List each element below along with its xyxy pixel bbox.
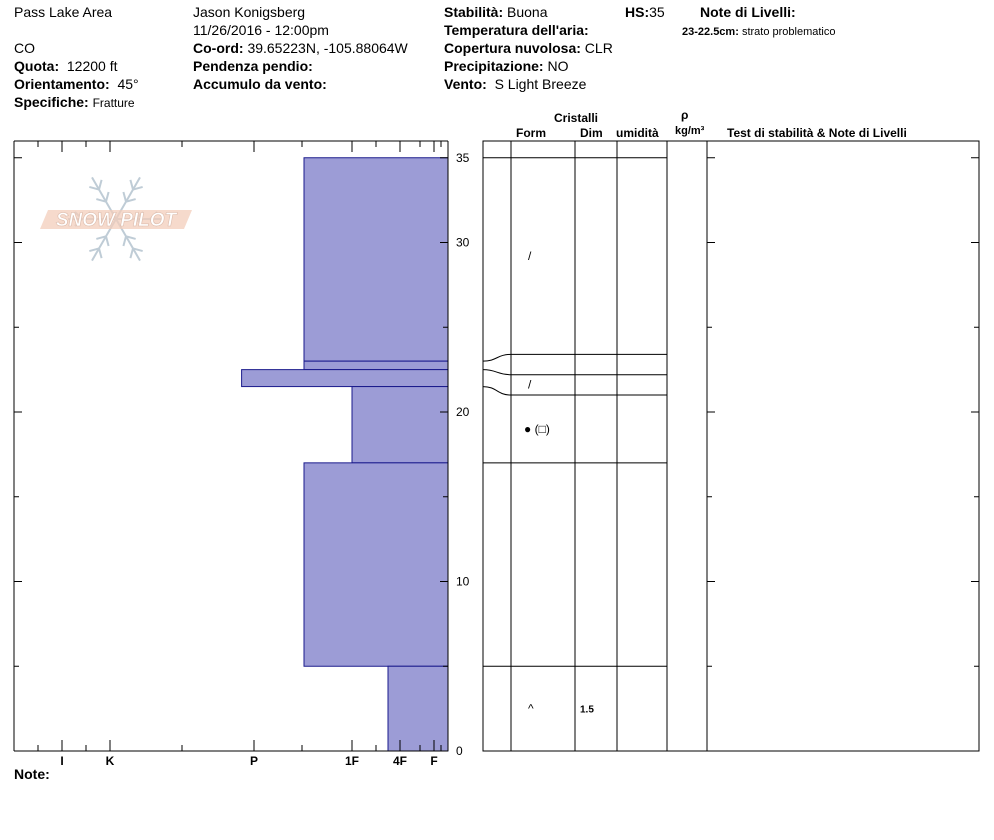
hardness-tick-label: I (60, 754, 64, 768)
hardness-tick-label: 1F (344, 754, 360, 768)
coord-label: Co-ord: (193, 40, 244, 56)
crystal-table (483, 141, 979, 751)
air-temp-label: Temperatura dell'aria: (444, 22, 589, 38)
depth-tick-label: 0 (456, 744, 463, 758)
wind-value: S Light Breeze (494, 76, 587, 92)
rho-header: ρ (681, 108, 689, 122)
crystals-header: Cristalli (554, 111, 599, 125)
state: CO (14, 40, 35, 56)
snowflake-branch (106, 236, 109, 246)
wind-loading-label: Accumulo da vento: (193, 76, 327, 92)
precip-label: Precipitazione: (444, 58, 544, 74)
observer: Jason Konigsberg (193, 4, 306, 20)
stability-notes-header: Test di stabilità & Note di Livelli (727, 126, 907, 140)
coord-value: 39.65223N, -105.88064W (247, 40, 408, 56)
snowflake-branch (130, 180, 133, 190)
depth-tick-label: 10 (456, 574, 470, 589)
hardness-bar (304, 463, 448, 666)
hardness-tick-label: K (105, 754, 115, 768)
elevation-label: Quota: (14, 58, 60, 74)
specifics-label: Specifiche: (14, 94, 89, 110)
depth-tick-label: 30 (456, 235, 470, 250)
dim-header: Dim (580, 126, 603, 140)
snowpilot-logo (40, 177, 192, 260)
hardness-bar (388, 666, 448, 751)
snowflake-branch (106, 192, 109, 202)
snowflake-branch (99, 180, 102, 190)
density-unit-header: kg/m³ (675, 125, 705, 137)
layer-note-text: strato problematico (741, 26, 836, 38)
layer-note-range: 23-22.5cm: (682, 26, 739, 38)
crystal-form-symbol: ● (□) (524, 421, 550, 436)
layer-notes-label: Note di Livelli: (700, 4, 796, 20)
aspect-value: 45° (117, 76, 139, 92)
layer-connector (483, 354, 511, 361)
snowflake-branch (130, 248, 133, 258)
form-header: Form (516, 126, 546, 140)
hardness-tick-label: P (249, 754, 259, 768)
crystal-form-symbol: ^ (528, 701, 534, 716)
layer-connector (483, 387, 511, 395)
sky-value: CLR (584, 40, 613, 56)
watermark-text: SNOW PILOT (55, 210, 177, 231)
note-label: Note: (14, 766, 50, 782)
depth-tick-label: 35 (456, 150, 470, 165)
datetime: 11/26/2016 - 12:00pm (193, 22, 329, 38)
hardness-bar (242, 370, 448, 387)
hardness-tick-label: 4F (392, 754, 408, 768)
location: Pass Lake Area (14, 4, 113, 20)
stability-label: Stabilità: (444, 4, 504, 20)
crystal-form-symbol: / (528, 248, 532, 263)
specifics-value: Fratture (92, 96, 135, 110)
hs-label: HS: (625, 4, 650, 20)
snowflake-branch (123, 236, 126, 246)
hardness-tick-label: F (430, 754, 438, 768)
hardness-bars (242, 158, 448, 751)
snowflake-branch (99, 248, 102, 258)
hardness-bar (352, 387, 448, 463)
hardness-bar (304, 361, 448, 369)
snowflake-branch (123, 192, 126, 202)
layer-connector (483, 370, 511, 375)
sky-label: Copertura nuvolosa: (444, 40, 581, 56)
depth-axis (14, 151, 979, 758)
crystal-form-symbol: / (528, 377, 532, 392)
moisture-header: umidità (616, 126, 659, 140)
hardness-bar (304, 158, 448, 361)
crystal-dim-value: 1.5 (580, 704, 594, 716)
wind-label: Vento: (444, 76, 487, 92)
elevation-value: 12200 ft (66, 58, 118, 74)
depth-tick-label: 20 (456, 405, 470, 419)
aspect-label: Orientamento: (14, 76, 110, 92)
hs-value: 35 (649, 4, 665, 20)
table-frame (483, 141, 979, 751)
precip-value: NO (547, 58, 569, 74)
stability-value: Buona (507, 4, 548, 20)
slope-label: Pendenza pendio: (193, 58, 313, 74)
